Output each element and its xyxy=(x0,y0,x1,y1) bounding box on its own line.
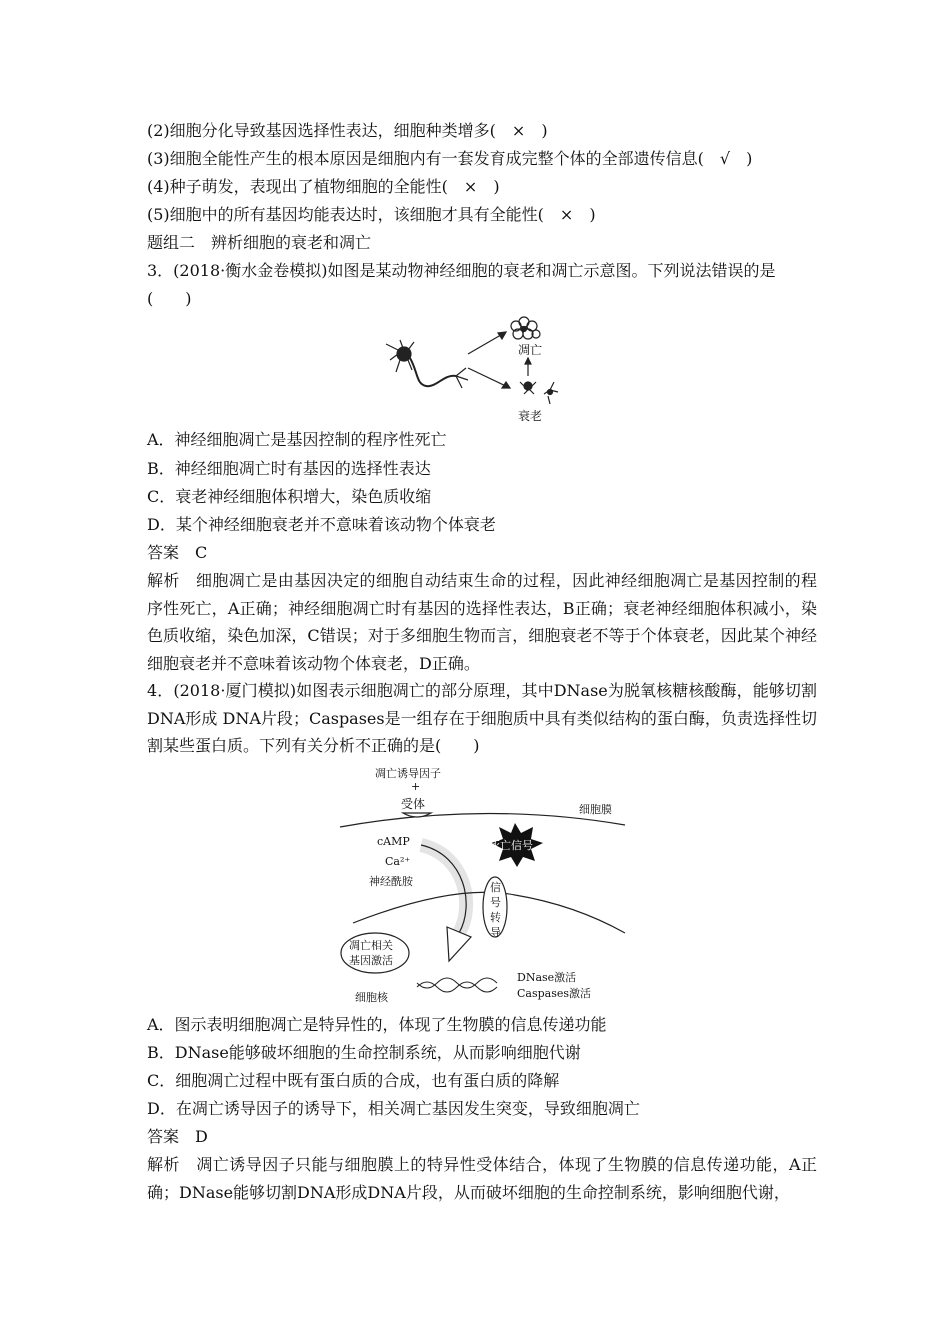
label-dnase: DNase激活 xyxy=(517,971,577,984)
label-camp: cAMP xyxy=(377,835,410,848)
judgment-item-5: (5)细胞中的所有基因均能表达时，该细胞才具有全能性( × ) xyxy=(147,205,596,224)
label-signal-4: 导 xyxy=(490,926,501,939)
label-gene-activation-2: 基因激活 xyxy=(349,954,393,967)
judgment-item-4: (4)种子萌发，表现出了植物细胞的全能性( × ) xyxy=(147,177,500,196)
q3-answer: 答案 C xyxy=(147,543,208,562)
label-signal-1: 信 xyxy=(490,881,501,894)
neuron-aging-apoptosis-figure xyxy=(378,312,578,424)
label-death-signal: 死亡信号 xyxy=(489,839,533,852)
label-receptor: 受体 xyxy=(401,797,426,811)
label-signal-3: 转 xyxy=(490,911,501,924)
q3-explanation: 解析 细胞凋亡是由基因决定的细胞自动结束生命的过程，因此神经细胞凋亡是基因控制的程序性死亡，A正确；神经细胞凋亡时有基因的选择性表达，B正确；衰老神经细胞体积减小，染色质收缩，染色加深，C错误；对于多细胞生物而言，细胞衰老不等于个体衰老，因此某个神经细胞衰老并不意味着该动物个体衰老，D正确。 xyxy=(147,571,817,673)
q3-stem-blank: ( ) xyxy=(147,289,192,308)
label-gene-activation-1: 凋亡相关 xyxy=(349,939,393,952)
q4-stem: 4．(2018·厦门模拟)如图表示细胞凋亡的部分原理，其中DNase为脱氧核糖核酸酶，能够切割DNA形成 DNA片段；Caspases是一组存在于细胞质中具有类似结构的蛋白酶，负责选择性切割某些蛋白质。下列有关分析不正确的是( ) xyxy=(147,681,817,755)
label-plus: + xyxy=(411,780,421,793)
q4-option-d: D．在凋亡诱导因子的诱导下，相关凋亡基因发生突变，导致细胞凋亡 xyxy=(147,1099,640,1118)
q3-option-c: C．衰老神经细胞体积增大，染色质收缩 xyxy=(147,487,432,506)
label-apoptosis: 凋亡 xyxy=(518,343,543,357)
q4-option-b: B．DNase能够破坏细胞的生命控制系统，从而影响细胞代谢 xyxy=(147,1043,581,1062)
arrow-aging-to-apoptosis xyxy=(525,358,531,364)
big-arrow-head xyxy=(447,927,471,961)
label-aging: 衰老 xyxy=(518,409,543,423)
label-signal-2: 号 xyxy=(490,896,501,909)
label-ceramide: 神经酰胺 xyxy=(369,875,413,888)
neuron-illustration xyxy=(386,340,468,388)
q4-option-a: A．图示表明细胞凋亡是特异性的，体现了生物膜的信息传递功能 xyxy=(147,1015,607,1034)
judgment-item-3: (3)细胞全能性产生的根本原因是细胞内有一套发育成完整个体的全部遗传信息( √ ) xyxy=(147,149,753,168)
q3-option-d: D．某个神经细胞衰老并不意味着该动物个体衰老 xyxy=(147,515,496,534)
judgment-item-2: (2)细胞分化导致基因选择性表达，细胞种类增多( × ) xyxy=(147,121,548,140)
label-ca: Ca²⁺ xyxy=(385,855,411,868)
label-inducer: 凋亡诱导因子 xyxy=(375,767,441,780)
label-cell-membrane: 细胞膜 xyxy=(579,803,612,816)
q4-explanation: 解析 凋亡诱导因子只能与细胞膜上的特异性受体结合，体现了生物膜的信息传递功能，A正确；DNase能够切割DNA形成DNA片段，从而破坏细胞的生命控制系统，影响细胞代谢， xyxy=(147,1155,817,1202)
label-caspases: Caspases激活 xyxy=(517,987,592,1000)
label-nucleus: 细胞核 xyxy=(355,991,388,1004)
aging-cells xyxy=(520,382,558,404)
apoptosis-mechanism-figure xyxy=(335,765,635,1005)
q4-option-c: C．细胞凋亡过程中既有蛋白质的合成，也有蛋白质的降解 xyxy=(147,1071,560,1090)
q4-answer: 答案 D xyxy=(147,1127,208,1146)
q3-stem: 3．(2018·衡水金卷模拟)如图是某动物神经细胞的衰老和凋亡示意图。下列说法错误的是 xyxy=(147,261,776,280)
q3-option-b: B．神经细胞凋亡时有基因的选择性表达 xyxy=(147,459,431,478)
section-title: 题组二 辨析细胞的衰老和凋亡 xyxy=(147,233,372,252)
arrow-to-apoptosis xyxy=(498,332,506,339)
apoptotic-cell xyxy=(511,317,540,339)
q3-option-a: A．神经细胞凋亡是基因控制的程序性死亡 xyxy=(147,430,447,449)
